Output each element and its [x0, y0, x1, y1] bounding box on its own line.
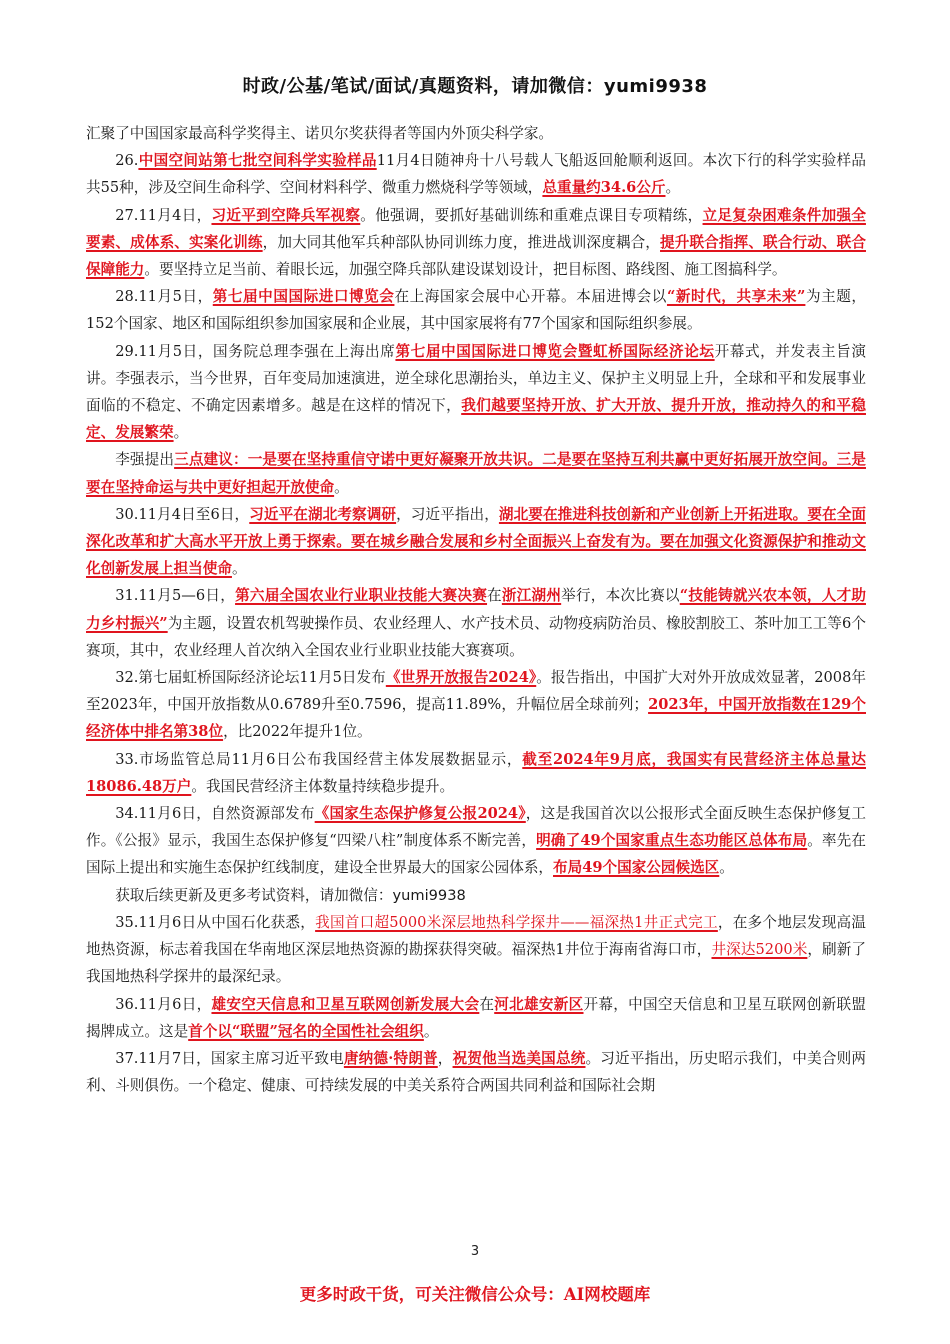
paragraph-p0 — [86, 120, 866, 147]
text-segment: 。 — [231, 560, 247, 578]
text-segment: 31.11月5—6日， — [115, 587, 236, 605]
paragraph-p32 — [86, 664, 866, 746]
paragraph-p33 — [86, 746, 866, 800]
highlighted-text: 浙江湖州 — [501, 587, 562, 605]
text-segment: 35.11月6日从中国石化获悉， — [115, 913, 316, 931]
highlighted-text: 祝贺他当选美国总统 — [452, 1049, 586, 1067]
highlighted-text: 布局49个国家公园候选区 — [553, 859, 720, 877]
text-segment: 29.11月5日，国务院总理李强在上海出席 — [115, 342, 396, 360]
highlighted-text: 习近平到空降兵军视察 — [211, 206, 361, 224]
text-segment: 33.市场监管总局11月6日公布我国经营主体发展数据显示， — [115, 750, 523, 768]
text-segment: 在上海国家会展中心开幕。本届进博会以 — [394, 288, 667, 306]
page-number: 3 — [470, 1244, 480, 1259]
text-segment: ，习近平指出， — [396, 505, 499, 523]
highlighted-text: 2023年，中国开放指数在129个经济体中排名第38位 — [86, 696, 866, 741]
text-segment: ，这是我国首次以公报形式全面反映生态保护修复工作。《公报》显示，我国生态保护修复“四梁八柱”制度体系不断完善， — [86, 805, 866, 850]
highlighted-text: 《国家生态保护修复公报2024》 — [314, 805, 526, 823]
text-segment: 28.11月5日， — [115, 288, 213, 306]
paragraph-p26 — [86, 147, 866, 201]
highlighted-text: 首个以“联盟”冠名的全国性社会组织 — [188, 1022, 424, 1040]
highlighted-text: 河北雄安新区 — [494, 995, 584, 1013]
highlighted-text: 立足复杂困难条件加强全要素、成体系、实案化训练 — [86, 206, 866, 251]
text-segment: 开幕式，并发表主旨演讲。李强表示，当今世界，百年变局加速演进，逆全球化思潮抬头，单边主义、保护主义明显上升，全球和平和发展事业面临的不稳定、不确定因素增多。越是在这样的情况下， — [86, 342, 866, 415]
text-segment: 。 — [719, 859, 734, 877]
text-segment: 举行，本次比赛以 — [561, 587, 680, 605]
paragraph-p27 — [86, 202, 866, 284]
text-segment: 为主题，设置农机驾驶操作员、农业经理人、水产技术员、动物疫病防治员、橡胶割胶工、茶叶加工工等6个赛项，其中，农业经理人首次纳入全国农业行业职业技能大赛赛项。 — [86, 614, 866, 659]
highlighted-text: 提升联合指挥、联合行动、联合保障能力 — [86, 233, 866, 279]
paragraph-p30 — [86, 501, 866, 583]
highlighted-text: 第七届中国国际进口博览会暨虹桥国际经济论坛 — [395, 342, 715, 360]
highlighted-text: 习近平在湖北考察调研 — [249, 505, 397, 523]
text-segment: 。 — [334, 478, 349, 496]
highlighted-text: 雄安空天信息和卫星互联网创新发展大会 — [211, 995, 480, 1013]
page-footer: 更多时政干货，可关注微信公众号：AI网校题库 — [299, 1285, 651, 1304]
text-segment: 在 — [487, 587, 502, 605]
highlighted-text: “技能铸就兴农本领，人才助力乡村振兴” — [86, 587, 866, 632]
paragraph-p29b — [86, 446, 866, 500]
paragraph-p34 — [86, 800, 866, 882]
text-segment: 。报告指出，中国扩大对外开放成效显著，2008年至2023年，中国开放指数从0.6789升至0.7596，提高11.89%，升幅位居全球前列； — [86, 669, 866, 714]
paragraph-pwx — [86, 882, 866, 909]
highlighted-text: 唐纳德·特朗普 — [343, 1049, 438, 1067]
highlighted-text: 明确了49个国家重点生态功能区总体布局 — [536, 832, 808, 850]
paragraph-p35 — [86, 909, 866, 991]
text-segment: ，加大同其他军兵种部队协同训练力度，推进战训深度耦合， — [262, 233, 661, 251]
highlighted-text: 中国空间站第七批空间科学实验样品 — [138, 152, 377, 170]
text-segment: 获取后续更新及更多考试资料，请加微信： — [115, 886, 393, 904]
highlighted-text: 总重量约34.6公斤 — [542, 179, 666, 197]
highlighted-text: 第六届全国农业行业职业技能大赛决赛 — [235, 587, 488, 605]
highlighted-text: 我们越要坚持开放、扩大开放、提升开放，推动持久的和平稳定、发展繁荣 — [86, 397, 866, 442]
text-segment: 开幕，中国空天信息和卫星互联网创新联盟揭牌成立。这是 — [86, 995, 866, 1040]
text-segment: ，在多个地层发现高温地热资源，标志着我国在华南地区深层地热资源的勘探获得突破。福深热1井位于海南省海口市， — [86, 913, 866, 959]
text-segment: 。 — [665, 179, 681, 197]
text-segment: 汇聚了中国国家最高科学奖得主、诺贝尔奖获得者等国内外顶尖科学家。 — [86, 125, 554, 142]
text-segment: 。 — [423, 1022, 439, 1040]
text-segment: ， — [437, 1049, 453, 1067]
highlighted-text: 截至2024年9月底，我国实有民营经济主体总量达18086.48万户 — [86, 750, 866, 795]
text-segment: 11月4日随神舟十八号载人飞船返回舱顺利返回。本次下行的科学实验样品共55种，涉及空间生命科学、空间材料科学、微重力燃烧科学等领域， — [86, 152, 866, 197]
highlighted-text: 湖北要在推进科技创新和产业创新上开拓进取。要在全面深化改革和扩大高水平开放上勇于探索。要在城乡融合发展和乡村全面振兴上奋发有为。要在加强文化资源保护和推动文化创新发展上担当使命 — [86, 505, 866, 578]
text-segment: 在 — [479, 995, 495, 1013]
paragraph-p37 — [86, 1045, 866, 1099]
text-segment: 32.第七届虹桥国际经济论坛11月5日发布 — [115, 669, 386, 687]
text-segment: 34.11月6日，自然资源部发布 — [115, 805, 315, 823]
page-header: 时政/公基/笔试/面试/真题资料，请加微信：yumi9938 — [242, 76, 708, 97]
highlighted-text: 三点建议：一是要在坚持重信守诺中更好凝聚开放共识。二是要在坚持互利共赢中更好拓展开放空间。三是要在坚持命运与共中更好担起开放使命 — [86, 451, 866, 496]
text-segment: 26. — [115, 152, 139, 170]
article-body — [86, 120, 866, 1099]
text-segment: 30.11月4日至6日， — [115, 505, 250, 523]
text-segment: 。我国民营经济主体数量持续稳步提升。 — [191, 777, 455, 795]
paragraph-p29 — [86, 338, 866, 447]
text-segment: 37.11月7日，国家主席习近平致电 — [115, 1049, 344, 1067]
highlighted-text: 第七届中国国际进口博览会 — [212, 288, 395, 306]
paragraph-p28 — [86, 283, 866, 337]
text-segment: 。率先在国际上提出和实施生态保护红线制度，建设全世界最大的国家公园体系， — [86, 832, 867, 877]
highlighted-text: “新时代，共享未来” — [666, 288, 806, 306]
highlighted-text: 我国首口超5000米深层地热科学探井——福深热1井正式完工 — [315, 913, 718, 931]
highlighted-text: 《世界开放报告2024》 — [385, 669, 537, 687]
text-segment: ，比2022年提升1位。 — [223, 723, 372, 741]
text-segment: 。要坚持立足当前、着眼长远，加强空降兵部队建设谋划设计，把目标图、路线图、施工图搞科学。 — [144, 261, 787, 279]
paragraph-p36 — [86, 991, 866, 1045]
text-segment: 李强提出 — [115, 451, 175, 469]
paragraph-p31 — [86, 582, 866, 664]
text-segment: ，刷新了我国地热科学探井的最深纪录。 — [86, 941, 866, 986]
highlighted-text: 井深达5200米 — [711, 941, 808, 959]
text-segment: 27.11月4日， — [115, 206, 212, 224]
text-segment: 。 — [173, 424, 189, 442]
text-segment: 为主题，152个国家、地区和国际组织参加国家展和企业展，其中国家展将有77个国家和国际组织参展。 — [86, 288, 866, 333]
text-segment: 。习近平指出，历史昭示我们，中美合则两利、斗则俱伤。一个稳定、健康、可持续发展的中美关系符合两国共同利益和国际社会期 — [86, 1049, 866, 1095]
text-segment: 36.11月6日， — [115, 995, 212, 1013]
text-segment: yumi9938 — [392, 886, 466, 904]
text-segment: 。他强调，要抓好基础训练和重难点课目专项精练， — [360, 206, 703, 224]
